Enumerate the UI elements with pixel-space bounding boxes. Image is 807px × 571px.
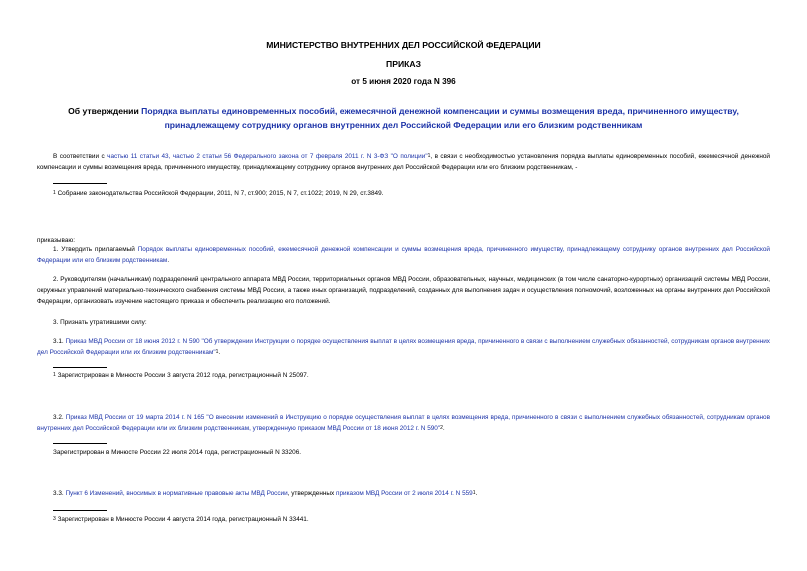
order-559-link[interactable]: приказом МВД России от 2 июля 2014 г. N 559 bbox=[335, 490, 473, 497]
footnote-text: Зарегистрирован в Минюсте России 3 августа 2012 года, регистрационный N 25097. bbox=[57, 372, 309, 379]
document-title bbox=[30, 104, 777, 132]
procedure-link[interactable]: Порядок выплаты единовременных пособий, ежемесячной денежной компенсации и суммы возмещения вреда, причиненного имуществу, принадлежащему сотруднику органов внутренних дел Российской Федерации или его близким родственникам bbox=[37, 246, 770, 264]
order-date: от 5 июня 2020 года N 396 bbox=[351, 77, 456, 86]
preamble-text-end: , в связи с необходимостью установления порядка выплаты единовременных пособий, ежемесячной денежной компенсации и суммы возмещения вреда, причиненного имуществу, принадлежащему сотруднику органов внутренних дел Российской Федерации или его близким родственникам, - bbox=[37, 153, 771, 171]
footnote-mark: 1 bbox=[53, 372, 56, 378]
item-3-2 bbox=[37, 412, 770, 434]
item-1 bbox=[37, 244, 770, 266]
item-2: 2. Руководителям (начальникам) подразделений центрального аппарата МВД России, территориальных органов МВД России, образовательных, научных, медицинских (в том числе санаторно-курортных) организаций системы МВД России, окружных управлений материально-технического снабжения системы МВД России, а также иных организаций, подразделений, созданных для выполнения задач и осуществления полномочий, возложенных на органы внутренних дел Российской Федерации, организовать изучение настоящего приказа и обеспечить реализацию его положений. bbox=[37, 276, 770, 305]
footnote-mark: 1 bbox=[53, 190, 56, 196]
item-3-3-middle: , утвержденных bbox=[287, 490, 336, 497]
changes-item-6-link[interactable]: Пункт 6 Изменений, вносимых в нормативные правовые акты МВД России bbox=[65, 490, 288, 497]
item-3-3 bbox=[37, 488, 770, 499]
footnote-separator bbox=[53, 183, 107, 184]
preamble-text-start: В соответствии с bbox=[53, 153, 108, 160]
footnote-mark: 1 bbox=[472, 490, 476, 496]
footnote-mark: 1 bbox=[427, 153, 431, 159]
footnote-separator bbox=[53, 510, 107, 511]
footnote-3-1 bbox=[53, 370, 309, 381]
footnote-text: Собрание законодательства Российской Федерации, 2011, N 7, ст.900; 2015, N 7, ст.1022; 2019, N 29, ст.3849. bbox=[57, 190, 384, 197]
footnote-3-2 bbox=[53, 447, 301, 458]
footnote-3-3 bbox=[53, 514, 309, 525]
footnote-text: Зарегистрирован в Минюсте России 22 июля 2014 года, регистрационный N 33206. bbox=[53, 449, 302, 456]
footnote-mark: 2 bbox=[440, 425, 443, 431]
item-3-2-end: . bbox=[442, 425, 445, 432]
footnote-text: Зарегистрирован в Минюсте России 4 августа 2014 года, регистрационный N 33441. bbox=[57, 516, 309, 523]
item-3: 3. Признать утратившими силу: bbox=[53, 319, 147, 326]
preamble-paragraph bbox=[37, 151, 770, 173]
item-3-2-number: 3.2. bbox=[53, 414, 66, 421]
ministry-heading: МИНИСТЕРСТВО ВНУТРЕННИХ ДЕЛ РОССИЙСКОЙ ФЕДЕРАЦИИ bbox=[266, 40, 541, 50]
item-3-1-end: . bbox=[218, 349, 221, 356]
footnote-mark: 1 bbox=[215, 349, 219, 355]
item-1-end: . bbox=[167, 257, 170, 264]
command-word: приказываю: bbox=[37, 237, 75, 244]
order-165-link[interactable]: Приказ МВД России от 19 марта 2014 г. N 165 "О внесении изменений в Инструкцию о порядке осуществления выплат в целях возмещения вреда, причиненного в связи с выполнением служебных обязанностей, сотрудникам органов внутренних дел Российской Федерации или их близким родственникам, утвержденную приказом МВД России от 18 июня 2012 г. N 590" bbox=[37, 414, 770, 432]
footnote-mark: 3 bbox=[53, 516, 56, 522]
footnote-separator bbox=[53, 367, 107, 368]
item-3-3-end: . bbox=[475, 490, 478, 497]
title-prefix: Об утверждении bbox=[68, 106, 142, 116]
title-link[interactable]: Порядка выплаты единовременных пособий, ежемесячной денежной компенсации и суммы возмещения вреда, причиненного имуществу, принадлежащему сотруднику органов внутренних дел Российской Федерации или его близким родственникам bbox=[141, 106, 739, 130]
item-3-1 bbox=[37, 336, 770, 358]
item-3-3-number: 3.3. bbox=[53, 490, 66, 497]
footnote-1 bbox=[53, 188, 383, 199]
order-heading: ПРИКАЗ bbox=[386, 59, 421, 69]
order-590-link[interactable]: Приказ МВД России от 18 июня 2012 г. N 590 "Об утверждении Инструкции о порядке осуществления выплат в целях возмещения вреда, причиненного в связи с выполнением служебных обязанностей, сотрудникам органов внутренних дел Российской Федерации или их близким родственникам" bbox=[37, 338, 770, 356]
item-3-1-number: 3.1. bbox=[53, 338, 66, 345]
police-law-link[interactable]: частью 11 статьи 43, частью 2 статьи 56 Федерального закона от 7 февраля 2011 г. N 3-ФЗ "О полиции" bbox=[107, 153, 428, 160]
footnote-separator bbox=[53, 443, 107, 444]
item-1-text: 1. Утвердить прилагаемый bbox=[53, 246, 138, 253]
